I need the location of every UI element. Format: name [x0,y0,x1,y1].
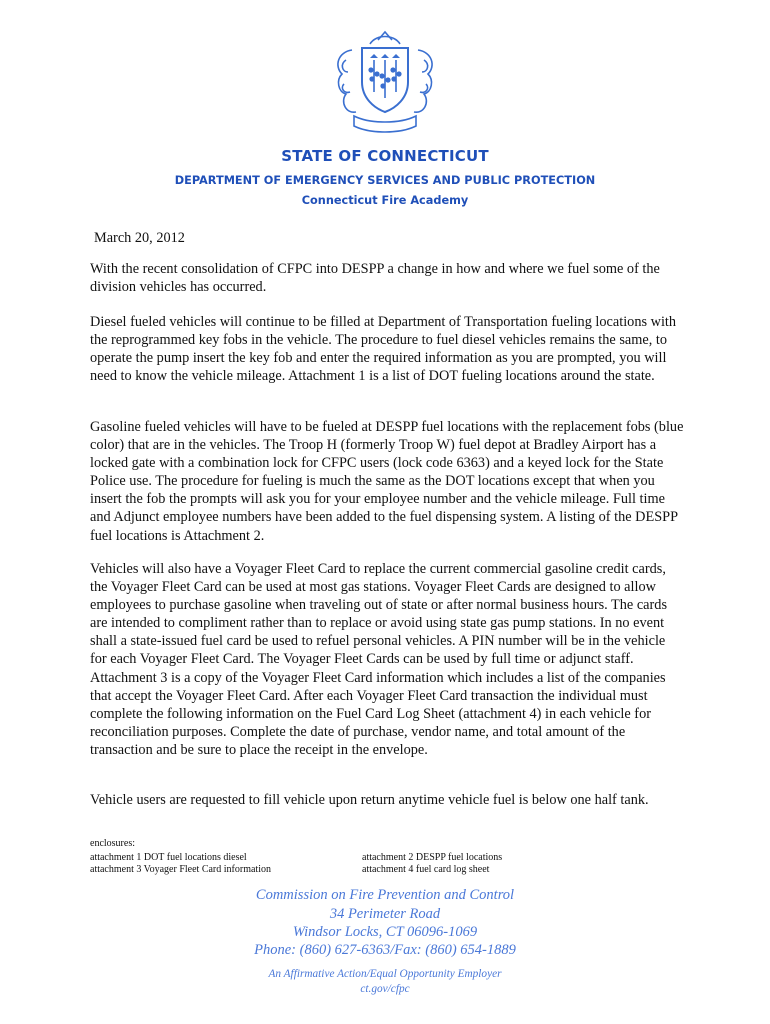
enclosure-item: attachment 4 fuel card log sheet [362,864,490,875]
footer-phone: Phone: (860) 627-6363/Fax: (860) 654-1889 [254,942,516,958]
enclosures-label: enclosures: [90,838,135,849]
footer-city: Windsor Locks, CT 06096-1069 [292,924,478,940]
paragraph-diesel: Diesel fueled vehicles will continue to be filled at Department of Transportation fueling locations with the reprogrammed key fobs in the vehicle. The procedure to fuel diesel vehicles remains the same, to operate the pump insert the key fob and enter the required information as you are prompted, you will need to know the vehicle mileage. Attachment 1 is a list of DOT fueling locations around the state. [90,314,677,385]
footer-organization: Commission on Fire Prevention and Control [255,887,515,903]
paragraph-refuel-request: Vehicle users are requested to fill vehicle upon return anytime vehicle fuel is below one half tank. [90,792,649,808]
state-seal-icon [330,30,440,135]
footer-website: ct.gov/cfpc [360,983,410,995]
letter-date: March 20, 2012 [94,230,185,246]
department-title: DEPARTMENT OF EMERGENCY SERVICES AND PUBLIC PROTECTION [174,174,596,187]
enclosure-item: attachment 3 Voyager Fleet Card information [90,864,271,875]
paragraph-voyager-card: Vehicles will also have a Voyager Fleet Card to replace the current commercial gasoline credit cards, the Voyager Fleet Card can be used at most gas stations. Voyager Fleet Cards are designed to allow employees to purchase gasoline when traveling out of state or after normal business hours. The cards are intended to compliment rather than to replace or avoid using state gas pump stations. In no event shall a state-issued fuel card be used to refuel personal vehicles. A PIN number will be in the vehicle for each Voyager Fleet Card. The Voyager Fleet Cards can be used by full time or adjunct staff. Attachment 3 is a copy of the Voyager Fleet Card information which includes a list of the companies that accept the Voyager Fleet Card. After each Voyager Fleet Card transaction the individual must complete the following information on the Fuel Card Log Sheet (attachment 4) in each vehicle for reconciliation purposes. Complete the date of purchase, vendor name, and total amount of the transaction and be sure to place the receipt in the envelope. [90,561,668,758]
enclosure-item: attachment 1 DOT fuel locations diesel [90,852,247,863]
paragraph-consolidation: With the recent consolidation of CFPC into DESPP a change in how and where we fuel some of the division vehicles has occurred. [90,261,660,296]
state-title: STATE OF CONNECTICUT [281,147,489,165]
footer-eeo-statement: An Affirmative Action/Equal Opportunity Employer [268,968,502,980]
footer-address: 34 Perimeter Road [329,906,441,922]
enclosure-item: attachment 2 DESPP fuel locations [362,852,503,863]
paragraph-gasoline: Gasoline fueled vehicles will have to be fueled at DESPP fuel locations with the replacement fobs (blue color) that are in the vehicles. The Troop H (formerly Troop W) fuel depot at Bradley Airport has a locked gate with a combination lock for CFPC users (lock code 6363) and a keyed lock for the State Police use. The procedure for fueling is much the same as the DOT locations except that when you insert the fob the prompts will ask you for your employee number and the vehicle mileage. Full time and Adjunct employee numbers have been added to the fuel dispensing system. A listing of the DESPP fuel locations is Attachment 2. [90,419,684,544]
academy-title: Connecticut Fire Academy [301,194,469,207]
